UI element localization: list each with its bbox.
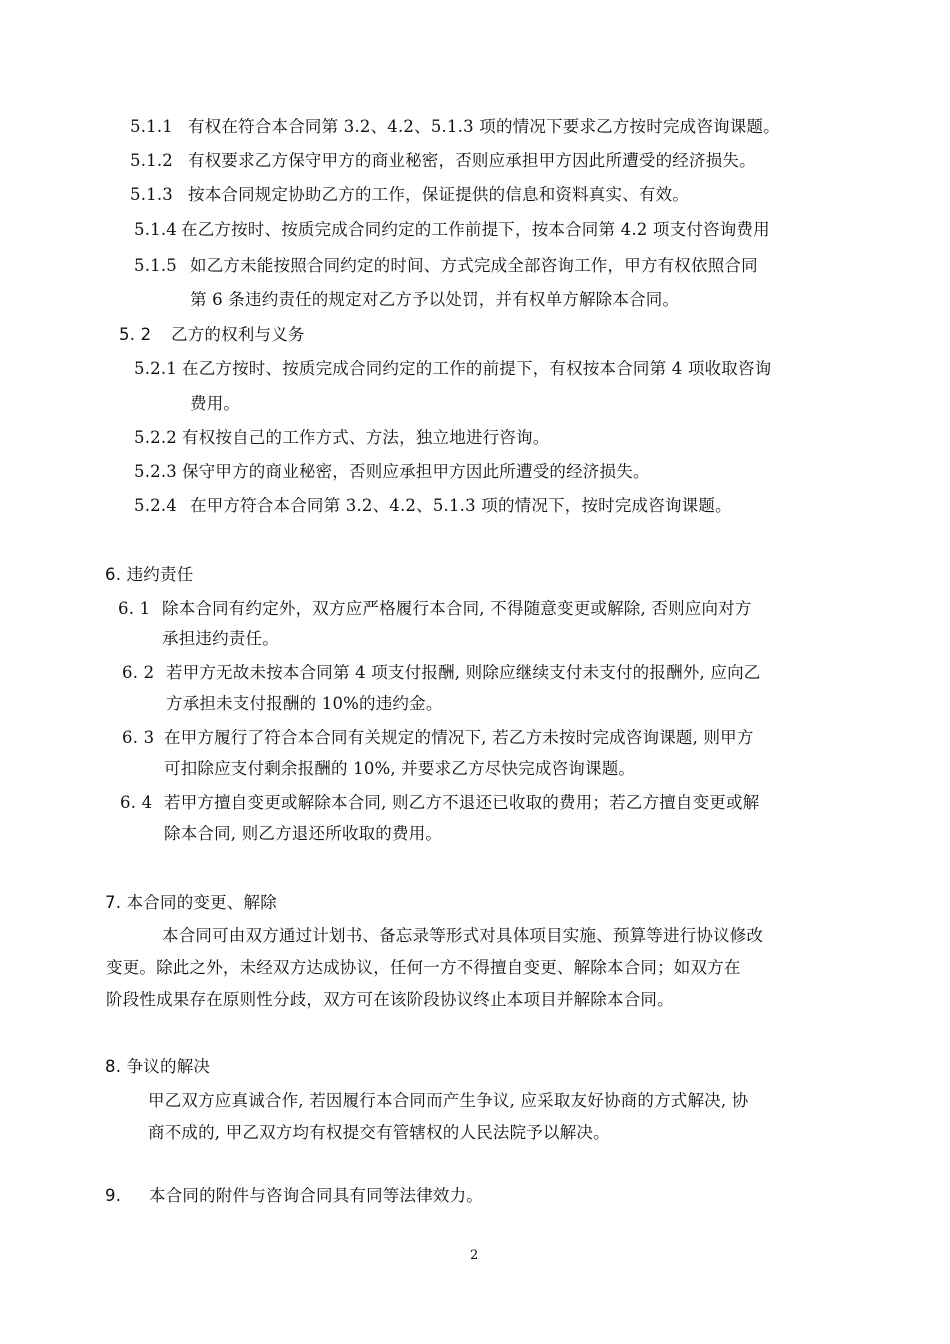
clause-text: 有权按自己的工作方式、方法，独立地进行咨询。 [182, 428, 550, 447]
clause-text: 在乙方按时、按质完成合同约定的工作的前提下，有权按本合同第 4 项收取咨询 [182, 359, 772, 378]
clause-5-2-2 [134, 427, 549, 449]
clause-6-1-continuation: 承担违约责任。 [162, 629, 279, 648]
section-7-paragraph-line-3: 阶段性成果存在原则性分歧，双方可在该阶段协议终止本项目并解除本合同。 [106, 990, 674, 1009]
clause-text: 按本合同规定协助乙方的工作，保证提供的信息和资料真实、有效。 [188, 185, 689, 204]
clause-5-2-4 [134, 495, 732, 517]
clause-number: 6. 2 [122, 663, 155, 682]
clause-number: 6. 4 [120, 793, 153, 812]
section-heading-6: 6. 违约责任 [105, 565, 194, 584]
clause-text: 如乙方未能按照合同约定的时间、方式完成全部咨询工作，甲方有权依照合同 [190, 256, 758, 275]
clause-6-3 [122, 727, 754, 749]
clause-number: 5.1.1 [130, 117, 173, 136]
clause-text: 除本合同有约定外，双方应严格履行本合同, 不得随意变更或解除, 否则应向对方 [162, 599, 752, 618]
clause-text: 若甲方擅自变更或解除本合同, 则乙方不退还已收取的费用；若乙方擅自变更或解 [164, 793, 760, 812]
section-7-paragraph-line-2: 变更。除此之外，未经双方达成协议，任何一方不得擅自变更、解除本合同；如双方在 [106, 958, 741, 977]
clause-6-4 [120, 792, 759, 814]
page-number: 2 [470, 1248, 479, 1263]
clause-6-2-continuation: 方承担未支付报酬的 10%的违约金。 [166, 694, 443, 713]
section-7-paragraph-line-1: 本合同可由双方通过计划书、备忘录等形式对具体项目实施、预算等进行协议修改 [162, 926, 764, 945]
clause-number: 6. 1 [118, 599, 151, 618]
section-heading-8: 8. 争议的解决 [105, 1057, 211, 1076]
section-8-paragraph-line-1: 甲乙双方应真诚合作, 若因履行本合同而产生争议, 应采取友好协商的方式解决, 协 [148, 1091, 749, 1110]
clause-number: 5.1.4 [134, 220, 177, 239]
section-heading-7: 7. 本合同的变更、解除 [105, 893, 277, 912]
clause-5-1-5-continuation: 第 6 条违约责任的规定对乙方予以处罚，并有权单方解除本合同。 [190, 290, 680, 309]
clause-text: 若甲方无故未按本合同第 4 项支付报酬, 则除应继续支付未支付的报酬外, 应向乙 [166, 663, 761, 682]
clause-number: 5.1.5 [134, 256, 177, 275]
clause-5-2-3 [134, 461, 650, 483]
clause-number: 5.1.2 [130, 151, 173, 170]
clause-text: 有权要求乙方保守甲方的商业秘密，否则应承担甲方因此所遭受的经济损失。 [188, 151, 756, 170]
subheading-5-2 [119, 324, 305, 346]
clause-5-1-3 [130, 184, 689, 206]
clause-number: 5.2.2 [134, 428, 177, 447]
clause-number: 5.2.3 [134, 462, 177, 481]
clause-6-4-continuation: 除本合同, 则乙方退还所收取的费用。 [164, 824, 443, 843]
subheading-text: 乙方的权利与义务 [171, 325, 305, 344]
section-text: 本合同的附件与咨询合同具有同等法律效力。 [149, 1186, 483, 1205]
clause-text: 有权在符合本合同第 3.2、4.2、5.1.3 项的情况下要求乙方按时完成咨询课题。 [188, 117, 780, 136]
clause-5-1-4 [134, 219, 770, 241]
section-number: 9. [105, 1186, 122, 1205]
clause-5-2-1-continuation: 费用。 [190, 394, 241, 413]
subheading-number: 5. 2 [119, 325, 152, 344]
clause-text: 在乙方按时、按质完成合同约定的工作前提下，按本合同第 4.2 项支付咨询费用 [181, 220, 770, 239]
clause-5-1-1 [130, 116, 780, 138]
clause-6-1 [118, 598, 752, 620]
clause-5-1-2 [130, 150, 756, 172]
section-8-paragraph-line-2: 商不成的, 甲乙双方均有权提交有管辖权的人民法院予以解决。 [148, 1123, 610, 1142]
clause-text: 在甲方符合本合同第 3.2、4.2、5.1.3 项的情况下，按时完成咨询课题。 [190, 496, 732, 515]
section-9 [105, 1185, 483, 1207]
clause-number: 5.1.3 [130, 185, 173, 204]
clause-5-2-1 [134, 358, 771, 380]
clause-6-3-continuation: 可扣除应支付剩余报酬的 10%, 并要求乙方尽快完成咨询课题。 [164, 759, 636, 778]
clause-6-2 [122, 662, 760, 684]
clause-text: 在甲方履行了符合本合同有关规定的情况下, 若乙方未按时完成咨询课题, 则甲方 [164, 728, 754, 747]
clause-5-1-5 [134, 255, 758, 277]
clause-number: 5.2.4 [134, 496, 177, 515]
clause-number: 5.2.1 [134, 359, 177, 378]
clause-text: 保守甲方的商业秘密，否则应承担甲方因此所遭受的经济损失。 [182, 462, 650, 481]
clause-number: 6. 3 [122, 728, 155, 747]
